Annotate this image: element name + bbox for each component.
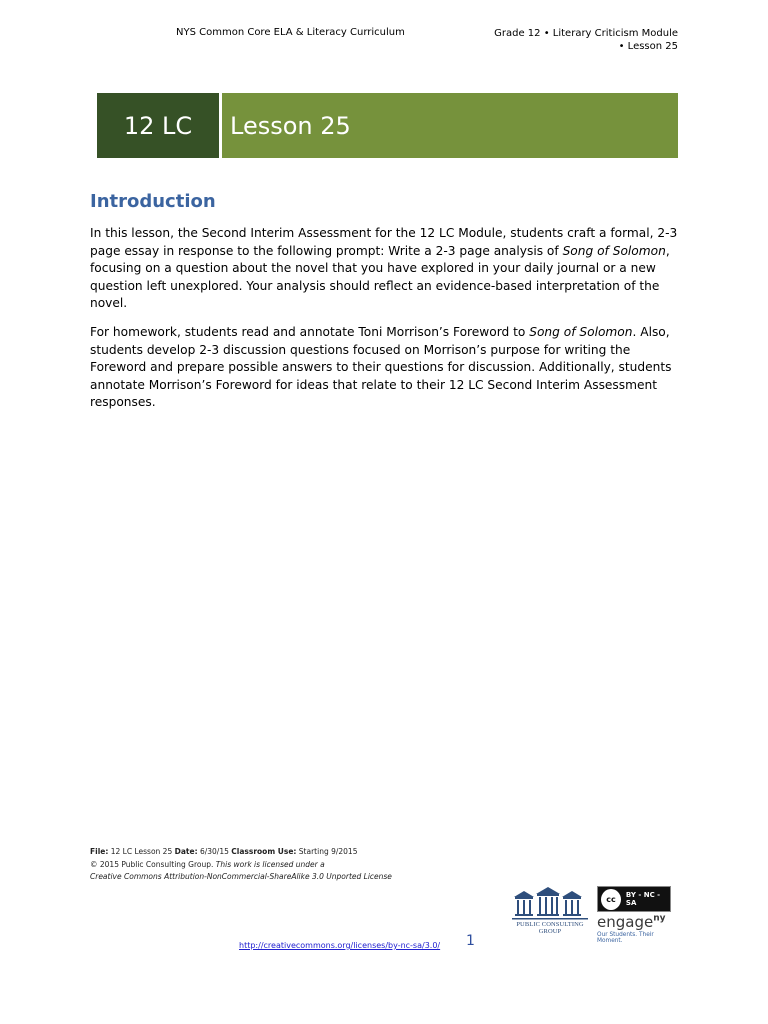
copyright-text: © 2015 Public Consulting Group.	[90, 859, 216, 869]
p1-text-a: In this lesson, the Second Interim Assessment for the 12 LC Module, students craft a formal, 2-3 page essay in response to the following prompt: Write a 2-3 page analysis of	[90, 226, 678, 258]
lesson-title: Lesson 25	[222, 93, 678, 158]
classroom-use-value: Starting 9/2015	[296, 847, 358, 856]
engage-ny-superscript: ny	[653, 913, 666, 924]
p2-text-b: . Also, students develop 2-3 discussion questions focused on Morrison’s purpose for writing the Foreword and prepare possible answers to their questions for discussion. Additionally, students annotate Morrison’s Foreword for ideas that relate to their 12 LC Second Interim Assessment responses.	[90, 325, 672, 410]
running-header-right	[494, 27, 678, 53]
file-label: File:	[90, 847, 109, 856]
file-value: 12 LC Lesson 25	[108, 847, 175, 856]
engageny-logo	[597, 912, 681, 944]
classroom-use-label: Classroom Use:	[231, 847, 297, 856]
footer-copyright-line	[90, 859, 392, 872]
license-intro: This work is licensed under a	[215, 859, 325, 869]
p1-book-title: Song of Solomon	[562, 243, 666, 258]
p2-text-a: For homework, students read and annotate Toni Morrison’s Foreword to	[90, 325, 530, 339]
engage-tagline: Our Students. Their Moment.	[597, 932, 654, 944]
section-heading-introduction: Introduction	[90, 191, 216, 212]
lesson-banner	[97, 93, 678, 158]
running-header-right-line1: Grade 12 • Literary Criticism Module	[494, 28, 678, 39]
p2-book-title: Song of Solomon	[529, 325, 633, 339]
pcg-building-icon	[512, 885, 588, 921]
p1-text-b: , focusing on a question about the novel that you have explored in your daily journal or a new question left unexplored. Your analysis should reflect an evidence-based interpretation of the novel.	[90, 243, 670, 311]
document-footer	[90, 846, 392, 884]
pcg-name-line1: PUBLIC CONSULTING	[516, 921, 584, 928]
intro-paragraph-2	[90, 324, 682, 412]
footer-file-line	[90, 846, 392, 859]
engage-wordmark: engage	[597, 913, 654, 931]
creative-commons-icon: cc	[601, 889, 621, 910]
intro-paragraph-1	[90, 225, 682, 313]
pcg-logo	[510, 885, 590, 935]
date-value: 6/30/15	[197, 847, 232, 856]
pcg-name-line2: GROUP	[538, 928, 562, 935]
module-code: 12 LC	[97, 93, 219, 158]
cc-license-badge	[597, 886, 671, 912]
footer-license-line	[90, 871, 392, 884]
license-name: Creative Commons Attribution-NonCommercial-ShareAlike 3.0 Unported License	[90, 872, 392, 881]
running-header-right-line2: • Lesson 25	[618, 41, 678, 52]
running-header-left: NYS Common Core ELA & Literacy Curriculum	[176, 27, 405, 38]
date-label: Date:	[174, 847, 198, 856]
page-number: 1	[466, 933, 475, 949]
license-url-link[interactable]: http://creativecommons.org/licenses/by-nc-sa/3.0/	[239, 941, 441, 950]
cc-badge-terms: BY - NC - SA	[625, 891, 661, 907]
